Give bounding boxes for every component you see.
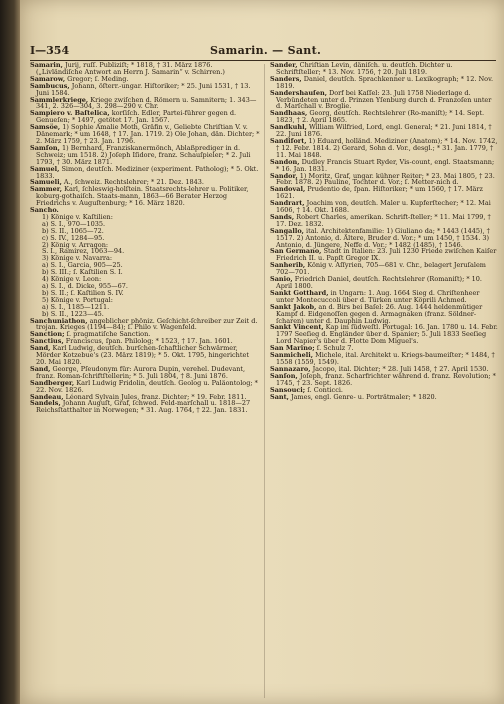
entry-text: William Wilfried, Lord, engl. General; * 21. Juni 1814, † 22. Juni 1876.: [276, 123, 492, 139]
entry-text: König v. Aſſyrien, 705—681 v. Chr., belagert Jeruſalem 702—701.: [276, 261, 486, 277]
entry-headword: Sanction;: [30, 330, 65, 339]
entry-text: b) S. II., 1223—45.: [42, 309, 104, 318]
entry-text: 1) Moritz, Graf, ungar. kühner Reiter; * 23. Mai 1805, † 23. Febr. 1878. 2) Pauline, Tochter d. Vor.; ſ. Metter-nich d.: [276, 171, 495, 187]
entry-headword: Sandershauſen,: [270, 88, 327, 97]
entry-text: Dudley Francis Stuart Ryder, Vis-count, engl. Staatsmann; * 16. Jan. 1831.: [276, 157, 495, 173]
entry-headword: Sands,: [270, 212, 295, 221]
entry-text: Joachim von, deutſch. Maler u. Kupferſtecher; * 12. Mai 1606, † 14. Okt. 1688.: [276, 199, 491, 215]
entry-text: Kap im ſüdweſtl. Portugal: 16. Jan. 1780 u. 14. Febr. 1797 Seeſieg d. Engländer über d. Spanier; 5. Juli 1833 Seeſieg Lord Napier's über d. Flotte Dom Miguel's.: [276, 323, 498, 346]
entry-headword: Sancho.: [30, 206, 59, 215]
dictionary-entry: [270, 394, 498, 401]
entry-text: Gregor; ſ. Meding.: [65, 74, 129, 83]
entry-text: Joſeph, franz. Scharfrichter während d. franz. Revolution; * 1745, † 23. Sept. 1826.: [276, 371, 496, 387]
entry-text: Johann Auguſt, Graf, ſchwed. Feld-marſchall u. 1818—27 Reichsſtatthalter in Norwegen; * 31. Aug. 1764, † 22. Jan. 1831.: [36, 399, 251, 415]
entry-headword: Samarow,: [30, 74, 66, 83]
dictionary-entry: [270, 290, 498, 304]
entry-headword: Sand,: [30, 364, 51, 373]
entry-text: Karl Ludwig, deutſch. burſchen-ſchaftlicher Schwärmer, Mörder Kotzebue's (23. März 1819); * 5. Okt. 1795, hingerichtet 20. Mai 1820.: [36, 344, 249, 366]
entry-text: c) S. IV., 1284—95.: [42, 233, 105, 242]
entry-text: Jacopo, ital. Dichter; * 28. Juli 1458, † 27. April 1530.: [310, 364, 489, 373]
entry-text: Kriege zwiſchen d. Römern u. Samnitern; 1. 343—341, 2. 326—304, 3. 298—290 v. Chr.: [36, 95, 257, 111]
dictionary-entry: [30, 145, 260, 166]
entry-text: Friedrich Daniel, deutſch. Rechtslehrer (Romaniſt); * 10. April 1800.: [276, 275, 482, 290]
dictionary-entry: [270, 248, 498, 262]
entry-headword: Samueli,: [30, 178, 62, 187]
entry-headword: Sandkuhl,: [270, 123, 307, 132]
running-title: Samarin. — Sant.: [210, 44, 322, 57]
entry-headword: San Marino;: [270, 344, 315, 353]
entry-text: George, Pſeudonym für: Aurora Dupin, verehel. Dudevant, franz. Roman-ſchriftſtellerin; * 5. Juli 1804, † 8. Juni 1876.: [36, 364, 246, 380]
dictionary-entry: [270, 186, 498, 200]
dictionary-entry: [270, 214, 498, 228]
dictionary-entry: [30, 166, 260, 180]
right-column: [270, 62, 498, 400]
entry-text: Karl, ſchleswig-holſtein. Staatsrechts-lehrer u. Politiker, koburg-gothaiſch. Staats-mann, 1863—66 Berater Herzog Friedrichs v. Auguſtenburg; * 16. März 1820.: [36, 185, 249, 208]
entry-headword: Sander,: [270, 61, 298, 69]
entry-headword: Sansouci;: [270, 385, 306, 394]
dictionary-entry: [270, 62, 498, 76]
entry-headword: Samuel,: [30, 164, 60, 173]
entry-headword: Sambucus,: [30, 81, 70, 90]
column-divider: [264, 64, 265, 698]
entry-text: an d. Birs bei Baſel: 26. Aug. 1444 heldenmütiger Kampf d. Eidgenoſſen gegen d. Armagnaken (franz. Söldner-ſcharen) unter d. Dauphin Ludwig.: [276, 302, 483, 325]
entry-text: 1) Eduard, holländ. Mediziner (Anatom); * 14. Nov. 1742, † 12. Febr. 1814. 2) Gerard, Sohn d. Vor., desgl.; * 31. Jan. 1779, † 11. Mai 1848.: [276, 136, 498, 159]
book-spine-shadow: [0, 0, 20, 704]
page-header: [30, 44, 498, 60]
entry-text: Georg, deutſch. Rechtslehrer (Ro-maniſt); * 14. Sept. 1823, † 2. April 1865.: [276, 109, 485, 125]
dictionary-entry: [30, 366, 260, 380]
entry-text: b) S. II.; ſ. Kaſtilien S. IV.: [42, 288, 124, 297]
entry-text: a) S. I., d. Dicke, 955—67.: [42, 282, 128, 290]
entry-text: korſiſch. Edler, Partei-führer gegen d. Genueſen; * 1497, getötet 17. Jan. 1567.: [36, 109, 237, 125]
entry-text: Jurij, ruſſ. Publiziſt; * 1818, † 31. März 1876. („Livländiſche Antwort an Herrn J. Samarin“ v. Schirren.): [36, 61, 225, 76]
dictionary-entry: [270, 76, 498, 90]
entry-text: in Ungarn: 1. Aug. 1664 Sieg d. Chriſtenheer unter Montecuccoli über d. Türken unter Köprili Achmed.: [276, 288, 480, 304]
dictionary-entry: [30, 97, 260, 111]
entry-text: Prudentio de, ſpan. Hiſtoriker; * um 1560, † 17. März 1621.: [276, 185, 483, 201]
entry-text: 1) Könige v. Kaſtilien:: [42, 212, 113, 221]
entry-headword: Sandeau,: [30, 392, 64, 401]
entry-headword: Sangallo,: [270, 226, 304, 235]
dictionary-entry: [30, 124, 260, 145]
entry-text: Johann, öſterr.-ungar. Hiſtoriker; * 25. Juni 1531, † 13. Juni 1584.: [36, 81, 251, 97]
entry-headword: Sampiero v. Baſtelica,: [30, 109, 110, 118]
entry-text: 4) Könige v. Leon:: [42, 275, 102, 284]
entry-text: Simon, deutſch. Mediziner (experiment. Patholog); * 5. Okt. 1833.: [36, 164, 259, 180]
dictionary-entry: [30, 62, 260, 76]
dictionary-entry: [30, 380, 260, 394]
dictionary-entry: [270, 276, 498, 290]
entry-headword: Sandoval,: [270, 185, 306, 194]
entry-text: 1) Bernhard, Franziskanermönch, Ablaßprediger in d. Schweiz; um 1518. 2) Joſeph Iſidore, franz. Schauſpieler; * 2. Juli 1793, † 30. März 1871.: [36, 143, 251, 166]
entry-headword: Samsöe,: [30, 123, 61, 132]
dictionary-entry: [270, 228, 498, 249]
entry-headword: Sammer,: [30, 185, 63, 194]
entry-headword: Sanherib,: [270, 261, 306, 270]
dictionary-entry: [30, 400, 260, 414]
entry-text: 5) Könige v. Portugal:: [42, 295, 113, 304]
entry-text: a) S. I., 1185—1211.: [42, 302, 110, 311]
entry-headword: Sanſon,: [270, 371, 298, 380]
entry-text: ſ. Schulz 7.: [314, 344, 354, 353]
entry-text: Robert Charles, amerikan. Schrift-ſteller; * 11. Mai 1799, † 17. Dez. 1832.: [276, 212, 491, 228]
dictionary-entry: [30, 345, 260, 366]
entry-headword: San Germano,: [270, 247, 322, 256]
entry-text: a) S. I., Garcia, 905—25.: [42, 261, 123, 270]
dictionary-entry: [270, 159, 498, 173]
left-column: [30, 62, 260, 414]
entry-headword: Sandon,: [270, 157, 300, 166]
entry-text: angeblicher phöniz. Geſchicht-ſchreiber zur Zeit d. trojan. Krieges (1194—84); ſ. Philo v. Wagenfeld.: [36, 316, 258, 332]
entry-headword: Sandhaas,: [270, 109, 308, 118]
entry-text: Daniel, deutſch. Sprachkenner u. Lexikograph; * 12. Nov. 1819.: [276, 74, 494, 90]
dictionary-entry: [270, 110, 498, 124]
entry-headword: Sanders,: [270, 74, 302, 83]
entry-headword: Samarin,: [30, 61, 63, 69]
entry-headword: Sandifort,: [270, 136, 307, 145]
dictionary-entry: [270, 124, 498, 138]
entry-headword: Sannazaro,: [270, 364, 311, 373]
entry-headword: Sankt Jakob,: [270, 302, 317, 311]
entry-text: S. I., Ramirez, 1063—94.: [42, 247, 125, 256]
entry-text: Dorf bei Kaſſel: 23. Juli 1758 Niederlage d. Verbündeten unter d. Prinzen Yſenburg durch d. Franzoſen unter d. Marſchall v. Broglie.: [276, 88, 492, 111]
entry-headword: Sanio,: [270, 275, 293, 284]
entry-text: ſ. pragmatiſche Sanction.: [64, 330, 151, 339]
entry-headword: Sanchuniathon,: [30, 316, 88, 325]
entry-text: James, engl. Genre- u. Porträtmaler; * 1820.: [288, 392, 437, 401]
entry-text: Franciscus, ſpan. Philolog; * 1523, † 17. Jan. 1601.: [63, 337, 233, 346]
entry-text: 2) König v. Arragon:: [42, 240, 109, 249]
page-number: I—354: [30, 44, 70, 57]
entry-headword: Sandels,: [30, 399, 61, 408]
entry-text: Chriſtian Levin, däniſch. u. deutſch. Dichter u. Schriftſteller; * 13. Nov. 1756, † 20. Juli 1819.: [276, 61, 453, 76]
entry-text: 1) Sophie Amalie Moth, Gräfin v., Geliebte Chriſtian V. v. Dänemark; * um 1648, † 17. Jan. 1719. 2) Ole Johan, dän. Dichter; * 2. März 1759, † 23. Jan. 1796.: [36, 123, 260, 145]
dictionary-entry: [270, 373, 498, 387]
entry-headword: Samſon,: [30, 143, 60, 152]
entry-headword: Sanmicheli,: [270, 351, 313, 360]
entry-text: A., ſchweiz. Rechtslehrer; * 21. Dez. 1843.: [61, 178, 204, 187]
entry-text: ital. Architektenfamilie: 1) Giuliano da; * 1443 (1445), † 1517. 2) Antonio, d. Ältere, Bruder d. Vor.; * um 1450, † 1534. 3) Antonio, d. Jüngere, Neffe d. Vor.; * 1482 (1485), † 1546.: [276, 226, 490, 249]
dictionary-entry: [30, 110, 260, 124]
dictionary-entry: [270, 90, 498, 111]
dictionary-entry: [30, 318, 260, 332]
dictionary-entry: [270, 173, 498, 187]
entry-headword: Sandor,: [270, 171, 298, 180]
entry-text: Michele, ital. Architekt u. Kriegs-baumeiſter; * 1484, † 1558 (1559, 1549).: [276, 351, 495, 366]
entry-headword: Sandrart,: [270, 199, 305, 208]
dictionary-entry: [270, 304, 498, 325]
entry-text: 3) Könige v. Navarra:: [42, 254, 113, 263]
entry-text: b) S. II., 1065—72.: [42, 226, 104, 235]
entry-text: b) S. III.; ſ. Kaſtilien S. I.: [42, 268, 123, 277]
dictionary-entry: [270, 262, 498, 276]
entry-headword: Sanctius,: [30, 337, 64, 346]
dictionary-entry: [270, 352, 498, 366]
dictionary-entry: [30, 83, 260, 97]
entry-headword: Sandberger,: [30, 378, 75, 387]
entry-headword: Sankt Vincent,: [270, 323, 324, 332]
entry-headword: Sant,: [270, 392, 289, 401]
entry-headword: Sankt Gotthard,: [270, 288, 329, 297]
entry-text: Karl Ludwig Fridolin, deutſch. Geolog u. Paläontolog; * 22. Nov. 1826.: [36, 378, 258, 394]
entry-headword: Sammlerkriege,: [30, 95, 89, 104]
dictionary-entry: [270, 324, 498, 345]
entry-text: a) S. I., 970—1035.: [42, 219, 106, 228]
entry-headword: Sand,: [30, 344, 51, 353]
dictionary-entry: [30, 186, 260, 207]
dictionary-entry: [270, 138, 498, 159]
dictionary-entry: [270, 200, 498, 214]
entry-text: ſ. Conticci.: [305, 385, 343, 394]
entry-text: Stadt in Italien: 23. Juli 1230 Friede zwiſchen Kaiſer Friedrich II. u. Papſt Gregor IX.: [276, 247, 497, 263]
book-page: [20, 0, 504, 704]
entry-text: Léonard Sylvain Jules, franz. Dichter; * 19. Febr. 1811.: [63, 392, 247, 401]
